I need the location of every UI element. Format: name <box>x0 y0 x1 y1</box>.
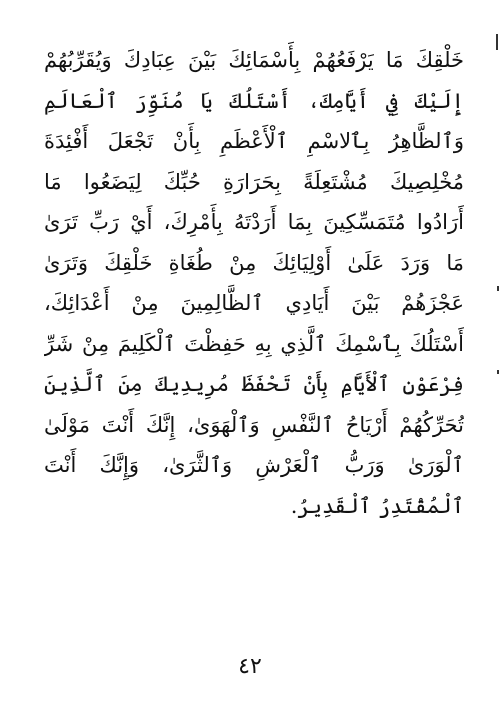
text-line-12: ٱلْمُقْتَدِرُ ٱلْقَدِيرُ. <box>290 493 464 518</box>
prayer-text-block <box>44 40 464 526</box>
text-line-6: مَا وَرَدَ عَلَىٰ أَوْلِيَائِكَ مِنْ طُغَاةِ خَلْقِكَ وَتَرَىٰ <box>44 250 464 275</box>
text-line-5: أَرَادُوا مُتَمَسِّكِينَ بِمَا أَرَدْتَهُ بِأَمْرِكَ، أَيْ رَبِّ تَرَىٰ <box>44 210 464 234</box>
page-number: ٤٢ <box>238 654 262 679</box>
scan-edge-mark-top <box>496 34 498 50</box>
scan-edge-mark-lower <box>497 370 499 374</box>
scan-edge-mark-middle <box>497 286 499 291</box>
text-line-11: ٱلْوَرَىٰ وَرَبُّ ٱلْعَرْشِ وَٱلثَّرَىٰ، وَإِنَّكَ أَنْتَ <box>44 453 464 477</box>
text-line-2: إِلَيْكَ فِي أَيَّامِكَ، أَسْتَلُكَ يَا مُنَوِّرَ ٱلْعَالَمِ <box>44 88 464 113</box>
text-line-4: مُخْلِصِيكَ مُشْتَعِلَةً بِحَرَارَةِ حُبِّكَ لِيَضَعُوا مَا <box>44 169 464 194</box>
text-line-9: فِرْعَوْنِ ٱلْأَيَّامِ بِأَنْ تَحْفَظَ مُرِيدِيكَ مِنَ ٱلَّذِينَ <box>44 372 464 396</box>
text-line-1: خَلْقِكَ مَا يَرْفَعُهُمْ بِأَسْمَائِكَ بَيْنَ عِبَادِكَ وَيُقَرِّبُهُمْ <box>44 48 464 72</box>
text-line-7: عَجْزَهُمْ بَيْنَ أَيَادِي ٱلظَّالِمِينَ مِنْ أَعْدَائِكَ، <box>44 291 464 315</box>
text-line-10: تُحَرِّكُهُمْ أَرْيَاحُ ٱلنَّفْسِ وَٱلْهَوَىٰ، إِنَّكَ أَنْتَ مَوْلَىٰ <box>44 412 464 437</box>
text-line-3: وَٱلظَّاهِرُ بِٱلاسْمِ ٱلْأَعْظَمِ بِأَنْ تَجْعَلَ أَفْئِدَةَ <box>44 129 464 153</box>
text-line-8: أَسْتَلُكَ بِٱسْمِكَ ٱلَّذِي بِهِ حَفِظْتَ ٱلْكَلِيمَ مِنْ شَرِّ <box>44 331 464 356</box>
